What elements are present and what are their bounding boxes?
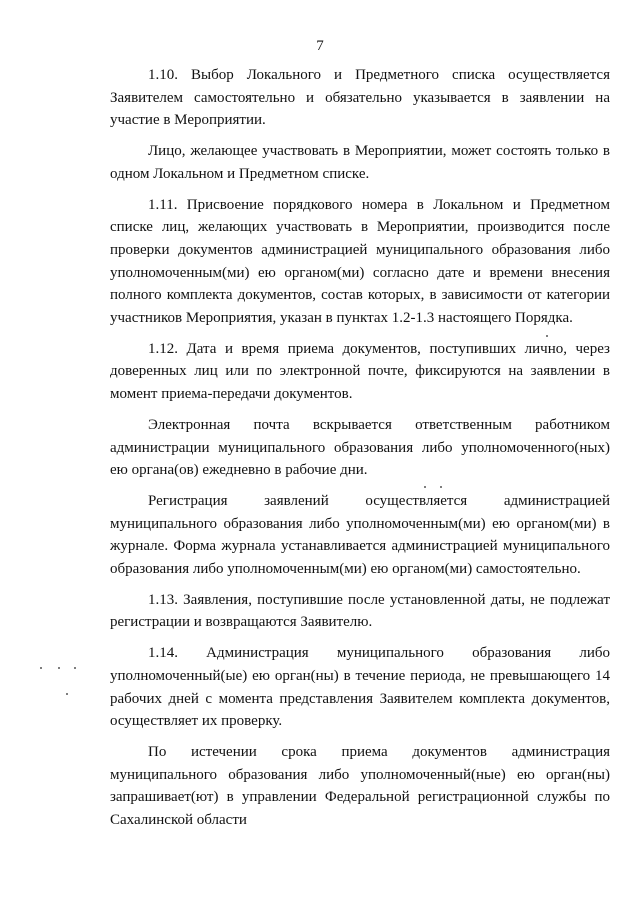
paragraph-1-12: 1.12. Дата и время приема документов, поступивших лично, через доверенных лиц или по электронной почте, фиксируются на заявлении в момент приема-передачи документов. bbox=[110, 340, 610, 403]
scan-speck bbox=[424, 486, 426, 488]
scan-speck bbox=[440, 486, 442, 488]
scan-speck bbox=[546, 335, 548, 337]
paragraph-deadline: По истечении срока приема документов администрация муниципального образования либо уполномоченный(ные) ею орган(ны) запрашивает(ют) в управлении Федеральной регистрационной службы по Сахалинской области bbox=[110, 743, 610, 829]
paragraph-1-14: 1.14. Администрация муниципального образования либо уполномоченный(ые) ею орган(ны) в течение периода, не превышающего 14 рабочих дней с момента представления Заявителем комплекта документов, осуществляет их проверку. bbox=[110, 645, 610, 730]
document-body bbox=[110, 64, 610, 840]
scan-speck bbox=[40, 667, 42, 669]
scan-speck bbox=[58, 667, 60, 669]
paragraph-1-11: 1.11. Присвоение порядкового номера в Локальном и Предметном списке лиц, желающих участвовать в Мероприятии, производится после проверки документов администрацией муниципального образования либо уполномоченным(ми) ею органом(ми) согласно дате и времени внесения полного комплекта документов, состав которых, в зависимости от категории участников Мероприятия, указан в пунктах 1.2-1.3 настоящего Порядка. bbox=[110, 196, 610, 327]
page-number: 7 bbox=[316, 38, 324, 54]
scan-speck bbox=[74, 667, 76, 669]
paragraph-email: Электронная почта вскрывается ответственным работником администрации муниципального образования либо уполномоченного(ных) ею органа(ов) ежедневно в рабочие дни. bbox=[110, 416, 610, 479]
paragraph-registration: Регистрация заявлений осуществляется администрацией муниципального образования либо уполномоченным(ми) ею органом(ми) в журнале. Форма журнала устанавливается администрацией муниципального образования либо уполномоченным(ми) ею органом(ми) самостоятельно. bbox=[110, 492, 610, 578]
paragraph-1-10: 1.10. Выбор Локального и Предметного списка осуществляется Заявителем самостоятельно и обязательно указывается в заявлении на участие в Мероприятии. bbox=[110, 67, 610, 129]
scan-speck bbox=[66, 693, 68, 695]
paragraph-single-list: Лицо, желающее участвовать в Мероприятии, может состоять только в одном Локальном и Предметном списке. bbox=[110, 143, 610, 182]
paragraph-1-13: 1.13. Заявления, поступившие после установленной даты, не подлежат регистрации и возвращаются Заявителю. bbox=[110, 591, 610, 631]
